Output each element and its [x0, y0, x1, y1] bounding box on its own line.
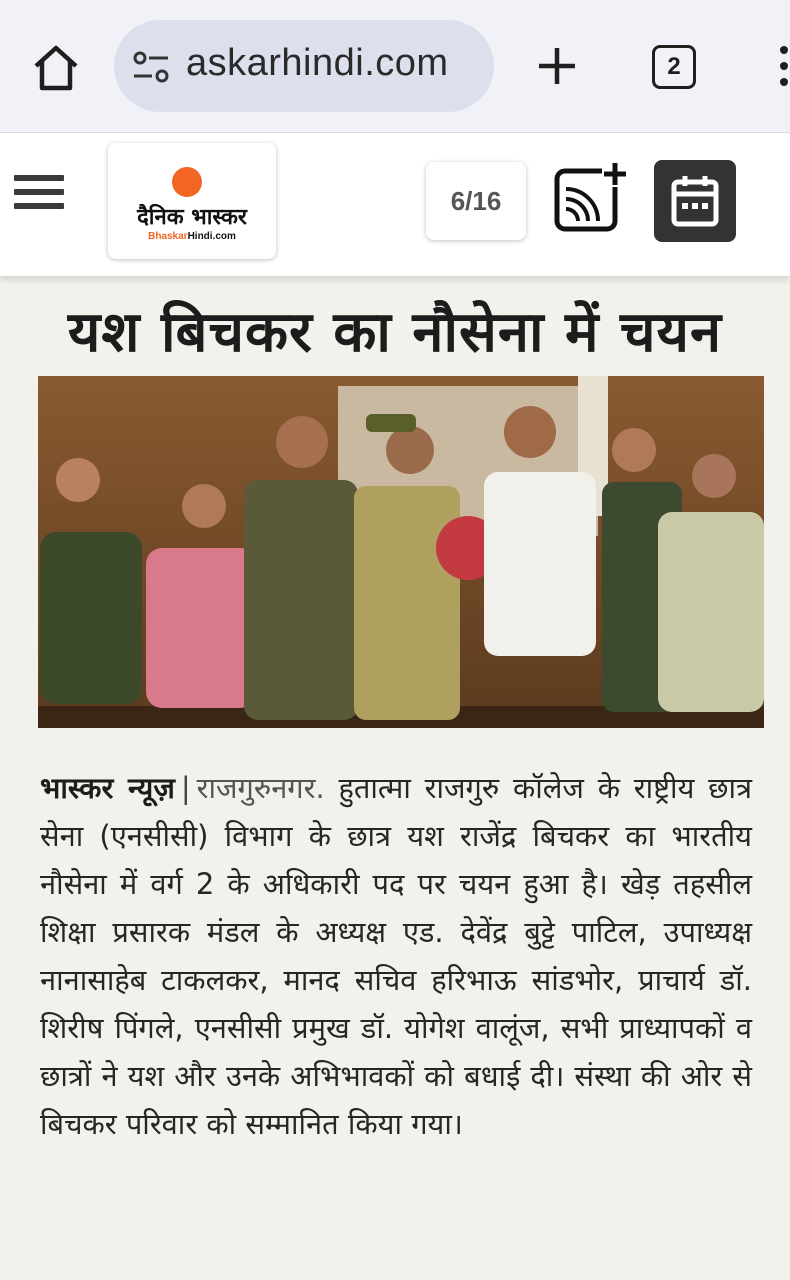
- article-photo: [38, 376, 764, 728]
- group-photo-illustration: [38, 376, 764, 728]
- calendar-icon: [671, 174, 719, 228]
- logo-sun-icon: [172, 167, 202, 197]
- url-text[interactable]: askarhindi.com: [186, 42, 449, 84]
- plus-icon: [536, 44, 578, 88]
- byline: भास्कर न्यूज़: [40, 771, 175, 805]
- epaper-clipping[interactable]: [0, 276, 790, 1280]
- more-vert-icon: [776, 44, 790, 88]
- article-body: हुतात्मा राजगुरु कॉलेज के राष्ट्रीय छात्र सेना (एनसीसी) विभाग के छात्र यश राजेंद्र बिचकर का भारतीय नौसेना में वर्ग 2 के अधिकारी पद पर चयन हुआ है। खेड़ तहसील शिक्षा प्रसारक मंडल के अध्यक्ष एड. देवेंद्र बुट्टे पाटिल, उपाध्यक्ष नानासाहेब टाकलकर, मानद सचिव हरिभाऊ सांडभोर, प्राचार्य डॉ. शिरीष पिंगले, एनसीसी प्रमुख डॉ. योगेश वालूंज, सभी प्राध्यापकों व छात्रों ने यश और उनके अभिभावकों को बधाई दी। संस्था की ओर से बिचकर परिवार को सम्मानित किया गया।: [40, 771, 752, 1141]
- article-headline: यश बिचकर का नौसेना में चयन: [67, 300, 723, 365]
- page-counter[interactable]: 6/16: [426, 162, 526, 240]
- menu-icon[interactable]: [14, 175, 64, 215]
- address-bar[interactable]: [114, 20, 494, 112]
- home-icon: [30, 44, 82, 92]
- tab-switcher-button[interactable]: 2: [652, 45, 696, 89]
- logo-domain: BhaskarHindi.com: [148, 231, 236, 242]
- byline-separator: |: [180, 771, 191, 805]
- more-menu-button[interactable]: [776, 44, 790, 88]
- home-button[interactable]: [30, 44, 82, 92]
- logo-wordmark: दैनिक भास्कर: [137, 205, 247, 230]
- calendar-button[interactable]: [654, 160, 736, 242]
- new-tab-button[interactable]: [536, 44, 578, 88]
- article-body-block: [40, 764, 752, 1148]
- site-logo[interactable]: [108, 143, 276, 259]
- feed-icon: [552, 161, 628, 237]
- browser-toolbar: [0, 0, 790, 133]
- tune-icon[interactable]: [132, 50, 172, 84]
- feed-button[interactable]: [552, 161, 628, 237]
- dateline: राजगुरुनगर.: [196, 771, 325, 805]
- site-header: [0, 133, 790, 276]
